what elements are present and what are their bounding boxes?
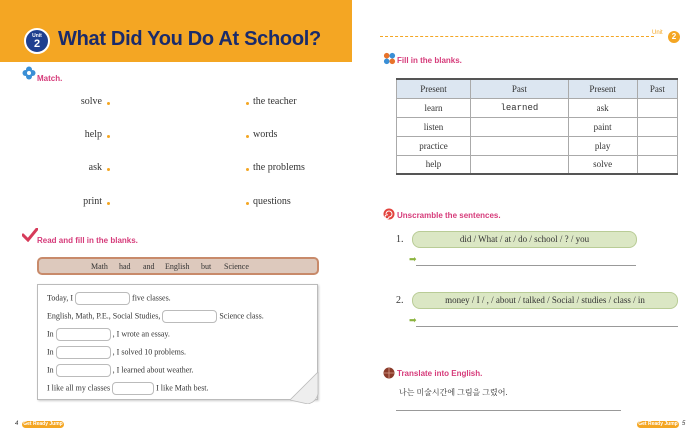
match-left-word: print [83, 196, 102, 207]
fill-line: In , I wrote an essay. [47, 328, 170, 341]
header-rule [380, 36, 654, 37]
swirl-icon [383, 207, 395, 225]
match-right-word: the problems [253, 162, 305, 173]
word-bank-item: but [201, 262, 212, 271]
answer-line[interactable] [416, 265, 636, 266]
table-row: help solve [397, 155, 678, 174]
table-header: Past [471, 79, 569, 98]
answer-blank[interactable] [56, 346, 111, 359]
match-right-word: the teacher [253, 96, 297, 107]
footer-label: Get Ready Jump 2 [638, 421, 678, 434]
word-bank-item: and [143, 262, 155, 271]
item-number: 1. [396, 234, 404, 245]
ball-icon [383, 366, 395, 384]
match-dot[interactable] [246, 202, 249, 205]
match-dot[interactable] [246, 135, 249, 138]
page-curl-icon [290, 372, 322, 404]
flower-icon [383, 52, 396, 70]
fill-line: In , I solved 10 problems. [47, 346, 186, 359]
section-title-read: Read and fill in the blanks. [37, 236, 138, 245]
section-title-fill: Fill in the blanks. [397, 56, 462, 65]
word-bank-item: Science [224, 262, 249, 271]
word-bank [37, 257, 319, 275]
verb-table [396, 78, 678, 175]
fill-line: English, Math, P.E., Social Studies, Science class. [47, 310, 264, 323]
match-right-word: words [253, 129, 278, 140]
unit-tag-number: 2 [668, 31, 680, 43]
scrambled-words: money / I / , / about / talked / Social / studies / class / in [412, 292, 678, 309]
unit-tag: Unit [652, 30, 663, 36]
match-right-word: questions [253, 196, 291, 207]
korean-prompt: 나는 미술시간에 그림을 그렸어. [399, 388, 508, 397]
scrambled-words: did / What / at / do / school / ? / you [412, 231, 637, 248]
table-header: Present [397, 79, 471, 98]
page-number: 5 [682, 421, 686, 427]
answer-blank[interactable] [56, 364, 111, 377]
table-row: listen paint [397, 117, 678, 136]
page-number: 4 [15, 421, 19, 427]
fill-line: In , I learned about weather. [47, 364, 194, 377]
match-left-word: help [84, 129, 102, 140]
answer-line[interactable] [396, 410, 621, 411]
match-dot[interactable] [107, 102, 110, 105]
flower-icon [22, 66, 36, 85]
footer-label: Get Ready Jump 2 [23, 421, 63, 434]
page-title: What Did You Do At School? [58, 28, 321, 50]
match-dot[interactable] [107, 168, 110, 171]
word-bank-item: had [119, 262, 131, 271]
fill-line: I like all my classes I like Math best. [47, 382, 209, 395]
match-dot[interactable] [107, 135, 110, 138]
answer-blank[interactable] [162, 310, 217, 323]
checkmark-icon [22, 228, 38, 247]
table-header: Present [568, 79, 637, 98]
section-title-translate: Translate into English. [397, 369, 483, 378]
section-title-unscramble: Unscramble the sentences. [397, 211, 501, 220]
fill-line: Today, I five classes. [47, 292, 171, 305]
match-dot[interactable] [107, 202, 110, 205]
match-dot[interactable] [246, 168, 249, 171]
answer-line[interactable] [416, 326, 678, 327]
word-bank-item: Math [91, 262, 108, 271]
unit-badge: Unit 2 [24, 28, 50, 54]
arrow-icon: ➡ [409, 315, 417, 325]
section-title-match: Match. [37, 74, 63, 83]
item-number: 2. [396, 295, 404, 306]
arrow-icon: ➡ [409, 254, 417, 264]
table-header: Past [637, 79, 677, 98]
answer-blank[interactable] [56, 328, 111, 341]
table-row: learn learned ask [397, 98, 678, 117]
answer-blank[interactable] [112, 382, 154, 395]
answer-blank[interactable] [75, 292, 130, 305]
table-row: practice play [397, 136, 678, 155]
match-left-word: solve [80, 96, 102, 107]
word-bank-item: English [165, 262, 190, 271]
match-left-word: ask [88, 162, 102, 173]
match-dot[interactable] [246, 102, 249, 105]
